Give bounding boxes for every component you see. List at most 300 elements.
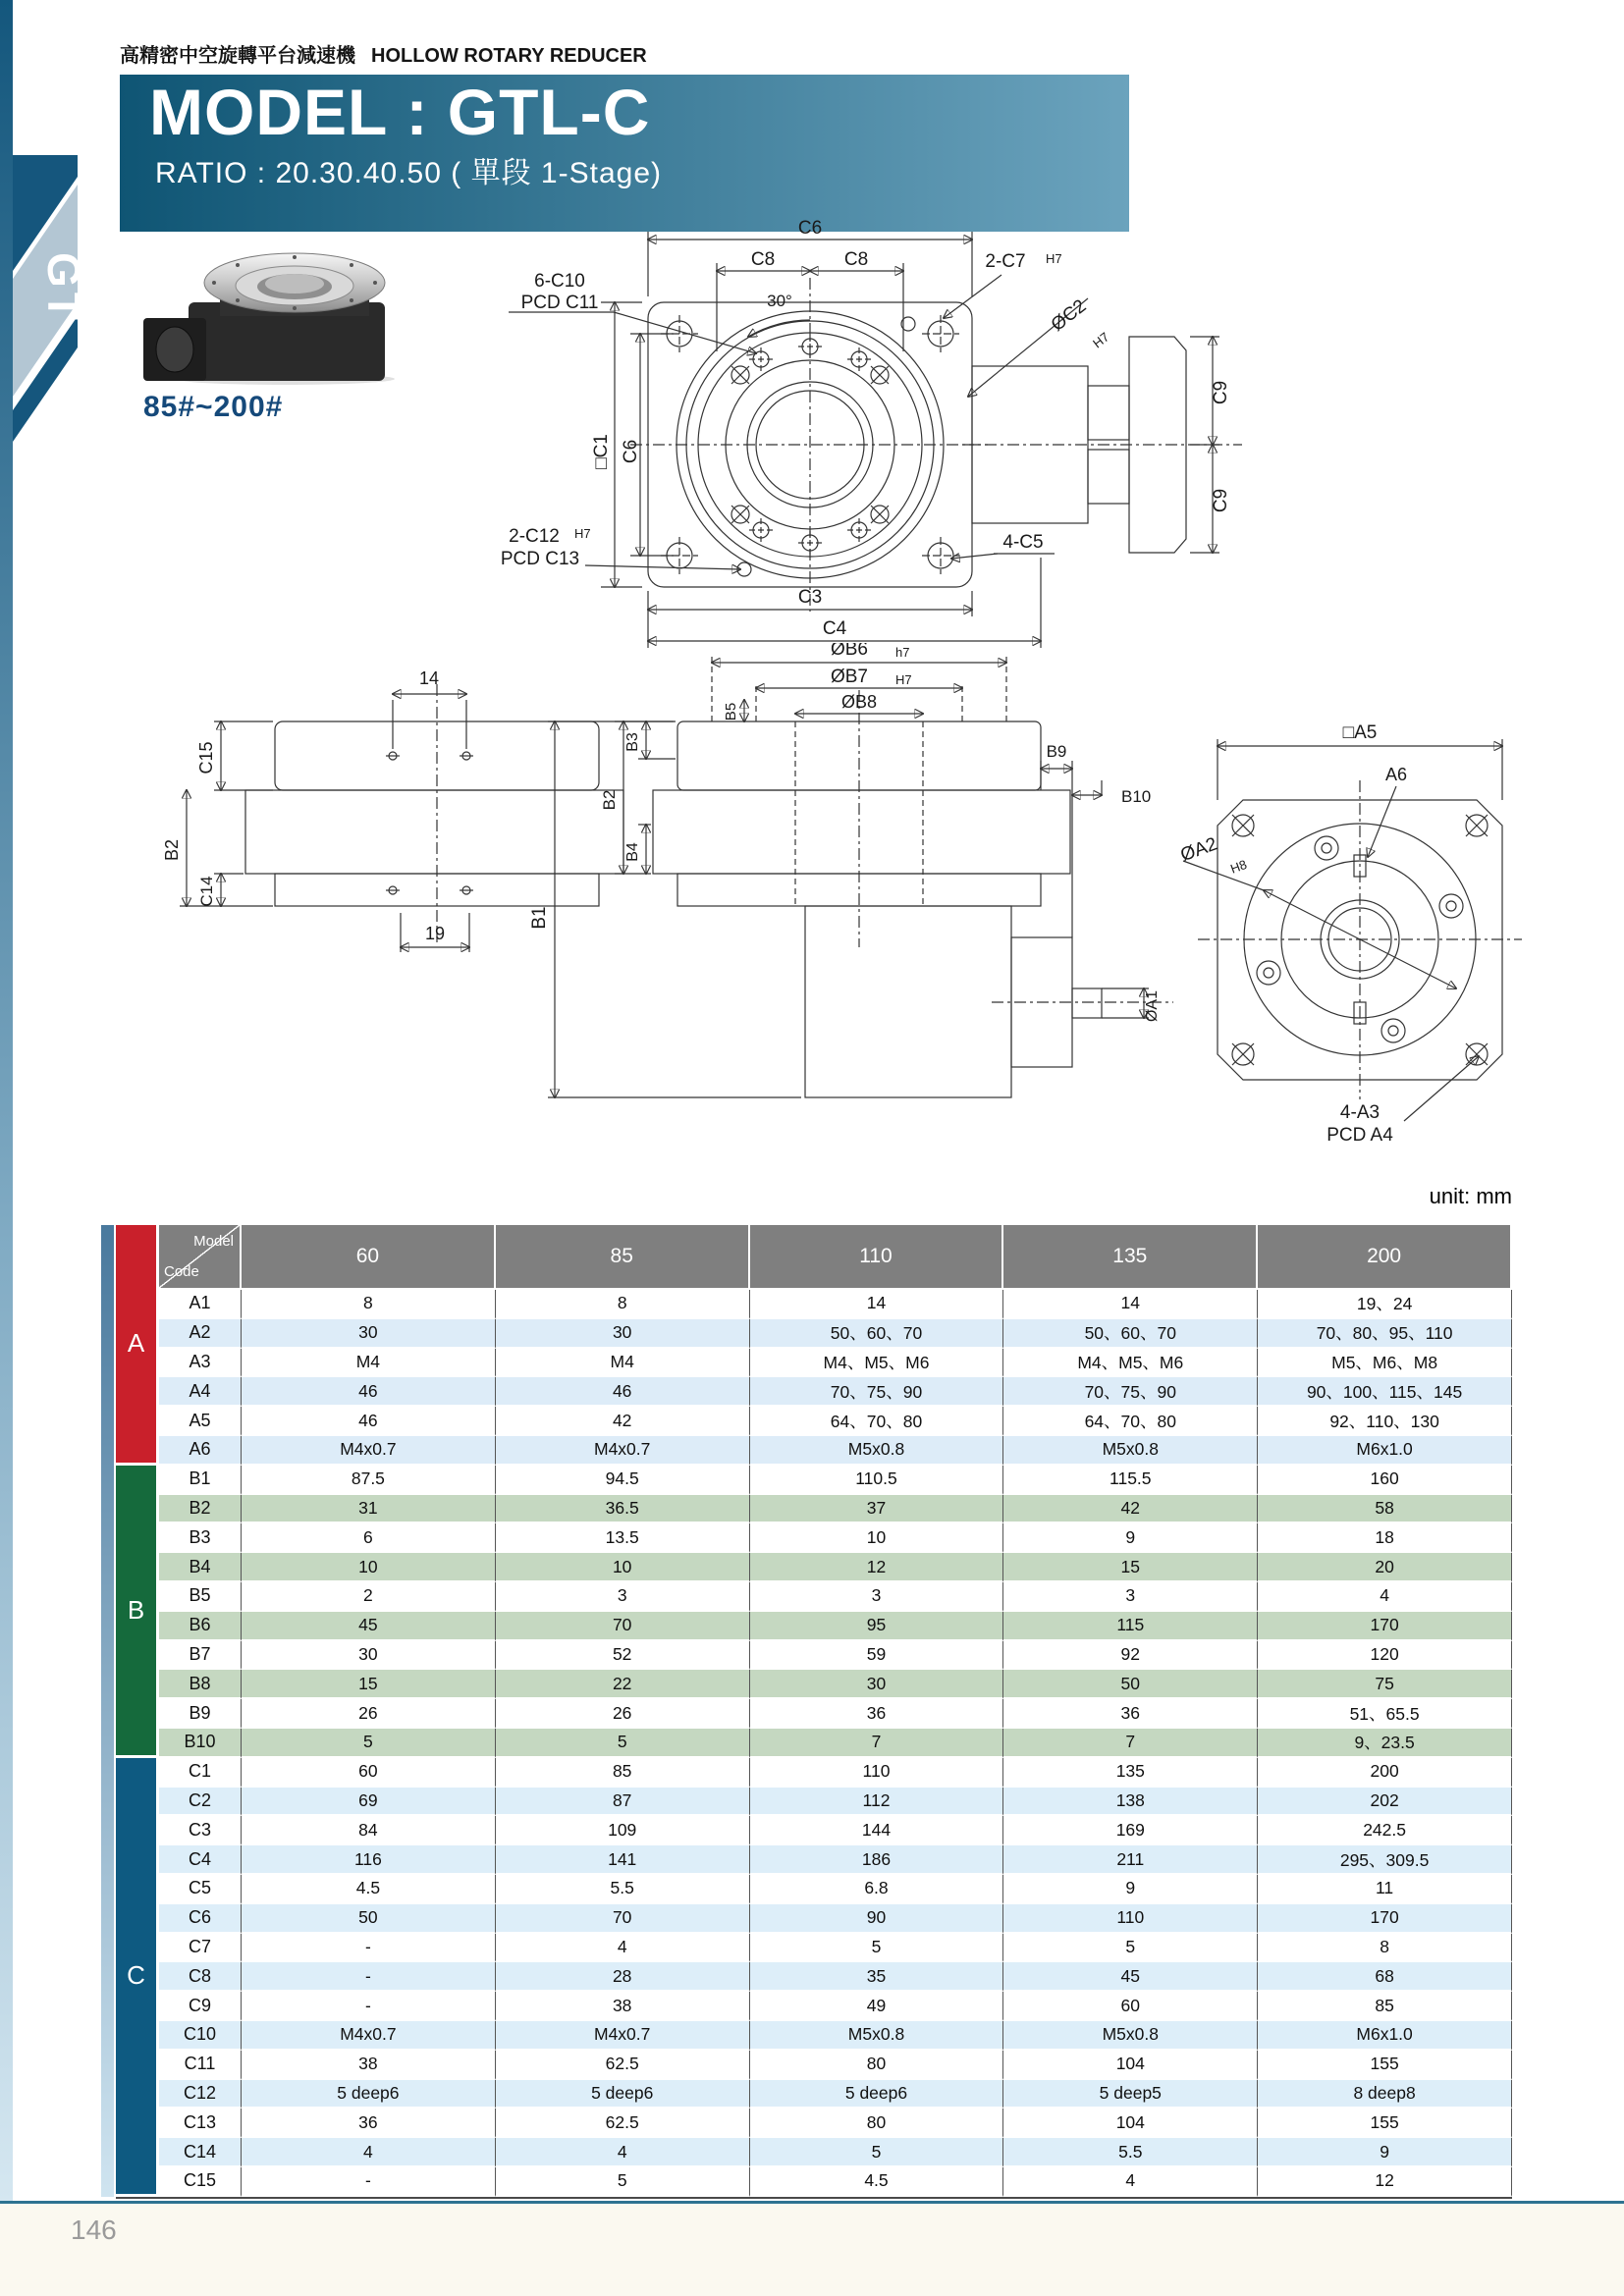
tolerance-label: H7 xyxy=(574,526,591,541)
footer-band xyxy=(0,2204,1624,2296)
cell-value: 4 xyxy=(1003,2167,1258,2197)
cell-value: M5x0.8 xyxy=(1003,2021,1258,2051)
cell-value: 5 xyxy=(1003,1934,1258,1963)
dim-label: B2 xyxy=(162,838,182,862)
table-row-c11 xyxy=(116,2051,1512,2080)
cell-value: M4、M5、M6 xyxy=(750,1349,1004,1378)
cell-value: M4x0.7 xyxy=(496,2021,750,2051)
cell-value: M5x0.8 xyxy=(750,2021,1004,2051)
cell-value: 85 xyxy=(496,1758,750,1788)
row-code: B8 xyxy=(159,1670,242,1699)
row-code: C4 xyxy=(159,1845,242,1875)
row-code: C14 xyxy=(159,2138,242,2167)
drawing-section-views xyxy=(128,643,1571,1148)
row-code: B5 xyxy=(159,1582,242,1612)
cell-value: 104 xyxy=(1003,2109,1258,2138)
dim-label: 4-C5 xyxy=(1002,532,1044,553)
cell-value: M4 xyxy=(242,1349,496,1378)
cell-value: 35 xyxy=(750,1962,1004,1992)
left-side-view-geometry xyxy=(245,684,623,942)
cell-value: 95 xyxy=(750,1612,1004,1641)
corner-code-label: Code xyxy=(164,1263,199,1280)
row-code: C12 xyxy=(159,2080,242,2109)
dim-label: C8 xyxy=(750,249,776,270)
table-row-b9 xyxy=(116,1699,1512,1729)
cell-value: 5.5 xyxy=(1003,2138,1258,2167)
left-edge-strip xyxy=(0,0,13,2201)
table-row-b1 xyxy=(116,1466,1512,1495)
cell-value: 68 xyxy=(1258,1962,1512,1992)
cell-value: 49 xyxy=(750,1992,1004,2021)
flange-bore xyxy=(156,327,193,372)
left-side-view-labels xyxy=(162,668,445,943)
cell-value: M6x1.0 xyxy=(1258,1436,1512,1466)
cell-value: M6x1.0 xyxy=(1258,2021,1512,2051)
cell-value: 104 xyxy=(1003,2051,1258,2080)
section-label-a: A xyxy=(116,1225,159,1466)
cell-value: 5 deep6 xyxy=(242,2080,496,2109)
cell-value: 92、110、130 xyxy=(1258,1407,1512,1436)
cell-value: 46 xyxy=(242,1407,496,1436)
row-code: B7 xyxy=(159,1641,242,1671)
cell-value: 62.5 xyxy=(496,2109,750,2138)
cell-value: 5 deep6 xyxy=(496,2080,750,2109)
cell-value: 202 xyxy=(1258,1788,1512,1817)
cell-value: 30 xyxy=(496,1319,750,1349)
row-code: A1 xyxy=(159,1290,242,1319)
row-code: C7 xyxy=(159,1934,242,1963)
dim-label: PCD C13 xyxy=(500,549,580,569)
cell-value: 38 xyxy=(496,1992,750,2021)
table-row-c8 xyxy=(116,1962,1512,1992)
cell-value: 3 xyxy=(1003,1582,1258,1612)
cell-value: - xyxy=(242,1992,496,2021)
cell-value: 5 xyxy=(750,1934,1004,1963)
cell-value: 112 xyxy=(750,1788,1004,1817)
front-view-geometry xyxy=(630,278,990,612)
row-code: B9 xyxy=(159,1699,242,1729)
cell-value: 42 xyxy=(1003,1495,1258,1524)
dim-label: 6-C10 xyxy=(534,271,585,292)
cell-value: 64、70、80 xyxy=(750,1407,1004,1436)
cell-value: 186 xyxy=(750,1845,1004,1875)
cell-value: 46 xyxy=(496,1377,750,1407)
table-row-a6 xyxy=(116,1436,1512,1466)
cell-value: 37 xyxy=(750,1495,1004,1524)
section-label-b: B xyxy=(116,1466,159,1758)
dim-label: B5 xyxy=(723,702,739,721)
column-header-110: 110 xyxy=(750,1225,1004,1290)
cell-value: 120 xyxy=(1258,1641,1512,1671)
cell-value: 50 xyxy=(1003,1670,1258,1699)
table-row-b3 xyxy=(116,1523,1512,1553)
cell-value: M4x0.7 xyxy=(242,1436,496,1466)
table-row-b4 xyxy=(116,1553,1512,1582)
column-header-60: 60 xyxy=(242,1225,496,1290)
cell-value: 87 xyxy=(496,1788,750,1817)
table-row-c7 xyxy=(116,1934,1512,1963)
cell-value: 70、80、95、110 xyxy=(1258,1319,1512,1349)
page-tagline xyxy=(120,39,647,68)
cell-value: 8 xyxy=(242,1290,496,1319)
dim-label: B1 xyxy=(529,906,550,930)
dim-label: C8 xyxy=(843,249,869,270)
cell-value: 7 xyxy=(750,1729,1004,1758)
cell-value: 13.5 xyxy=(496,1523,750,1553)
left-side-view-dimensions xyxy=(180,694,469,952)
cell-value: 59 xyxy=(750,1641,1004,1671)
cell-value: 9 xyxy=(1003,1523,1258,1553)
cell-value: 58 xyxy=(1258,1495,1512,1524)
dim-label: 30° xyxy=(767,292,792,310)
cell-value: 110 xyxy=(750,1758,1004,1788)
cell-value: M4x0.7 xyxy=(496,1436,750,1466)
cell-value: 80 xyxy=(750,2109,1004,2138)
cell-value: 75 xyxy=(1258,1670,1512,1699)
cell-value: 42 xyxy=(496,1407,750,1436)
cell-value: 19、24 xyxy=(1258,1290,1512,1319)
cell-value: 3 xyxy=(496,1582,750,1612)
cell-value: 170 xyxy=(1258,1612,1512,1641)
cell-value: 200 xyxy=(1258,1758,1512,1788)
dim-label: C14 xyxy=(197,876,216,907)
dim-label: B9 xyxy=(1046,742,1067,761)
cell-value: 138 xyxy=(1003,1788,1258,1817)
cell-value: 15 xyxy=(242,1670,496,1699)
cell-value: 45 xyxy=(242,1612,496,1641)
row-code: C2 xyxy=(159,1788,242,1817)
cell-value: M4x0.7 xyxy=(242,2021,496,2051)
row-code: C1 xyxy=(159,1758,242,1788)
table-row-c9 xyxy=(116,1992,1512,2021)
cell-value: 8 deep8 xyxy=(1258,2080,1512,2109)
cell-value: 6.8 xyxy=(750,1875,1004,1904)
table-row-c5 xyxy=(116,1875,1512,1904)
cell-value: 3 xyxy=(750,1582,1004,1612)
dim-label: C9 xyxy=(1211,380,1231,405)
cell-value: 84 xyxy=(242,1816,496,1845)
dim-label: PCD C11 xyxy=(520,293,599,313)
size-range-caption: 85#~200# xyxy=(143,391,284,423)
dim-label: ØC2 xyxy=(1047,295,1091,336)
tolerance-label: H7 xyxy=(1046,251,1062,266)
cell-value: M5x0.8 xyxy=(750,1436,1004,1466)
cell-value: 30 xyxy=(242,1319,496,1349)
tolerance-label: H7 xyxy=(895,672,912,687)
cell-value: 46 xyxy=(242,1377,496,1407)
dim-label: 19 xyxy=(424,924,446,943)
cell-value: 5 xyxy=(242,1729,496,1758)
row-code: C15 xyxy=(159,2167,242,2197)
dim-label: ØA1 xyxy=(1144,989,1161,1023)
cell-value: 6 xyxy=(242,1523,496,1553)
dim-label: B10 xyxy=(1121,787,1152,806)
row-code: B3 xyxy=(159,1523,242,1553)
cell-value: 62.5 xyxy=(496,2051,750,2080)
cell-value: 60 xyxy=(242,1758,496,1788)
cell-value: 90 xyxy=(750,1904,1004,1934)
cell-value: 30 xyxy=(242,1641,496,1671)
cell-value: 5 xyxy=(496,1729,750,1758)
cell-value: 110 xyxy=(1003,1904,1258,1934)
table-row-a2 xyxy=(116,1319,1512,1349)
cell-value: - xyxy=(242,1934,496,1963)
tagline-english: HOLLOW ROTARY REDUCER xyxy=(371,45,647,67)
row-code: C8 xyxy=(159,1962,242,1992)
cell-value: 92 xyxy=(1003,1641,1258,1671)
cell-value: 36 xyxy=(242,2109,496,2138)
row-code: C5 xyxy=(159,1875,242,1904)
cell-value: 5.5 xyxy=(496,1875,750,1904)
dim-label: C6 xyxy=(621,439,641,464)
table-row-c10 xyxy=(116,2021,1512,2051)
dim-label: C15 xyxy=(196,741,216,774)
cell-value: 8 xyxy=(496,1290,750,1319)
column-header-85: 85 xyxy=(496,1225,750,1290)
cell-value: 64、70、80 xyxy=(1003,1407,1258,1436)
row-code: A5 xyxy=(159,1407,242,1436)
unit-label: unit: mm xyxy=(1429,1184,1512,1208)
cell-value: 90、100、115、145 xyxy=(1258,1377,1512,1407)
product-photo xyxy=(137,238,398,385)
table-row-b7 xyxy=(116,1641,1512,1671)
tolerance-label: H7 xyxy=(1090,329,1112,351)
dim-label: B4 xyxy=(624,842,641,862)
cell-value: 50、60、70 xyxy=(750,1319,1004,1349)
cell-value: 5 xyxy=(496,2167,750,2197)
column-header-135: 135 xyxy=(1003,1225,1258,1290)
table-row-b5 xyxy=(116,1582,1512,1612)
cell-value: 115.5 xyxy=(1003,1466,1258,1495)
cell-value: 14 xyxy=(750,1290,1004,1319)
output-flange-dimensions xyxy=(1183,739,1502,1121)
cell-value: 9 xyxy=(1003,1875,1258,1904)
cell-value: 45 xyxy=(1003,1962,1258,1992)
cell-value: 110.5 xyxy=(750,1466,1004,1495)
cell-value: 12 xyxy=(1258,2167,1512,2197)
dim-label: 2-C12 xyxy=(509,526,560,547)
cell-value: 9、23.5 xyxy=(1258,1729,1512,1758)
cell-value: 4 xyxy=(496,1934,750,1963)
dim-label: B2 xyxy=(600,789,619,811)
cell-value: 155 xyxy=(1258,2051,1512,2080)
cell-value: 36 xyxy=(1003,1699,1258,1729)
cell-value: 12 xyxy=(750,1553,1004,1582)
drawing-front-view xyxy=(412,204,1551,666)
cell-value: 31 xyxy=(242,1495,496,1524)
table-row-c13 xyxy=(116,2109,1512,2138)
row-code: A3 xyxy=(159,1349,242,1378)
cell-value: 7 xyxy=(1003,1729,1258,1758)
cell-value: 36.5 xyxy=(496,1495,750,1524)
row-code: C11 xyxy=(159,2051,242,2080)
page-number: 146 xyxy=(71,2215,117,2245)
cell-value: 38 xyxy=(242,2051,496,2080)
cell-value: 116 xyxy=(242,1845,496,1875)
cell-value: 10 xyxy=(496,1553,750,1582)
table-row-b10 xyxy=(116,1729,1512,1758)
row-code: C9 xyxy=(159,1992,242,2021)
column-header-200: 200 xyxy=(1258,1225,1512,1290)
cell-value: 211 xyxy=(1003,1845,1258,1875)
cell-value: 4.5 xyxy=(242,1875,496,1904)
row-code: C13 xyxy=(159,2109,242,2138)
cell-value: 18 xyxy=(1258,1523,1512,1553)
cell-value: - xyxy=(242,1962,496,1992)
cell-value: 70、75、90 xyxy=(750,1377,1004,1407)
cell-value: 141 xyxy=(496,1845,750,1875)
cell-value: 10 xyxy=(750,1523,1004,1553)
dim-label: ØA2 xyxy=(1177,833,1220,867)
dim-label: ØB6 xyxy=(830,643,869,660)
cell-value: 135 xyxy=(1003,1758,1258,1788)
hollow-bore-inner xyxy=(265,274,324,294)
row-code: B1 xyxy=(159,1466,242,1495)
table-row-c12 xyxy=(116,2080,1512,2109)
cell-value: 144 xyxy=(750,1816,1004,1845)
table-row-a4 xyxy=(116,1377,1512,1407)
tolerance-label: H8 xyxy=(1228,856,1249,877)
dim-label: C6 xyxy=(797,218,823,239)
cell-value: 70 xyxy=(496,1904,750,1934)
dim-label: C3 xyxy=(797,587,823,608)
table-row-c14 xyxy=(116,2138,1512,2167)
cell-value: 20 xyxy=(1258,1553,1512,1582)
table-row-c1 xyxy=(116,1758,1512,1788)
cell-value: 9 xyxy=(1258,2138,1512,2167)
cell-value: 50、60、70 xyxy=(1003,1319,1258,1349)
dim-label: B3 xyxy=(624,732,641,752)
cell-value: 94.5 xyxy=(496,1466,750,1495)
series-tab xyxy=(13,155,91,450)
dim-label: 2-C7 xyxy=(985,251,1026,272)
row-code: B6 xyxy=(159,1612,242,1641)
cell-value: 4 xyxy=(242,2138,496,2167)
dim-label: □C1 xyxy=(591,434,612,469)
corner-model-label: Model xyxy=(193,1233,234,1250)
dim-label: 14 xyxy=(418,668,440,688)
cell-value: 87.5 xyxy=(242,1466,496,1495)
table-row-c4 xyxy=(116,1845,1512,1875)
cell-value: 26 xyxy=(242,1699,496,1729)
tolerance-label: h7 xyxy=(895,645,910,660)
cell-value: 160 xyxy=(1258,1466,1512,1495)
dim-label: ØB7 xyxy=(830,667,869,687)
cell-value: 4 xyxy=(496,2138,750,2167)
cell-value: 70 xyxy=(496,1612,750,1641)
table-row-c3 xyxy=(116,1816,1512,1845)
dim-label: ØB8 xyxy=(840,692,878,712)
output-flange-labels xyxy=(1178,722,1407,1146)
cell-value: 10 xyxy=(242,1553,496,1582)
cell-value: 52 xyxy=(496,1641,750,1671)
table-row-c2 xyxy=(116,1788,1512,1817)
cell-value: M4、M5、M6 xyxy=(1003,1349,1258,1378)
dim-label: A6 xyxy=(1384,765,1408,784)
table-side-strip xyxy=(101,1225,114,2197)
cell-value: 295、309.5 xyxy=(1258,1845,1512,1875)
cell-value: 15 xyxy=(1003,1553,1258,1582)
cross-section-geometry xyxy=(653,690,1173,1097)
cell-value: 26 xyxy=(496,1699,750,1729)
table-row-a1 xyxy=(116,1290,1512,1319)
cell-value: 70、75、90 xyxy=(1003,1377,1258,1407)
dim-label: 4-A3 xyxy=(1339,1102,1380,1123)
cell-value: 155 xyxy=(1258,2109,1512,2138)
table-corner xyxy=(159,1225,242,1290)
cell-value: 5 xyxy=(750,2138,1004,2167)
row-code: A4 xyxy=(159,1377,242,1407)
ratio-subtitle: RATIO : 20.30.40.50 ( 單段 1-Stage) xyxy=(155,157,662,190)
cell-value: 5 deep6 xyxy=(750,2080,1004,2109)
tagline-chinese: 高精密中空旋轉平台減速機 xyxy=(120,45,355,67)
cell-value: 22 xyxy=(496,1670,750,1699)
table-row-a5 xyxy=(116,1407,1512,1436)
cross-section-dimensions xyxy=(548,657,1152,1097)
row-code: B10 xyxy=(159,1729,242,1758)
spec-table xyxy=(116,1225,1512,2199)
dim-label: PCD A4 xyxy=(1326,1125,1393,1146)
row-code: B2 xyxy=(159,1495,242,1524)
row-code: B4 xyxy=(159,1553,242,1582)
table-row-b8 xyxy=(116,1670,1512,1699)
cell-value: 14 xyxy=(1003,1290,1258,1319)
model-title: MODEL : GTL-C xyxy=(149,76,651,148)
table-row-b6 xyxy=(116,1612,1512,1641)
row-code: A6 xyxy=(159,1436,242,1466)
table-row-c6 xyxy=(116,1904,1512,1934)
row-code: C10 xyxy=(159,2021,242,2051)
cell-value: 51、65.5 xyxy=(1258,1699,1512,1729)
cell-value: 85 xyxy=(1258,1992,1512,2021)
cell-value: 28 xyxy=(496,1962,750,1992)
cell-value: 2 xyxy=(242,1582,496,1612)
table-row-c15 xyxy=(116,2167,1512,2197)
cell-value: 30 xyxy=(750,1670,1004,1699)
table-row-b2 xyxy=(116,1495,1512,1524)
section-label-c: C xyxy=(116,1758,159,2197)
cell-value: 80 xyxy=(750,2051,1004,2080)
cell-value: 36 xyxy=(750,1699,1004,1729)
cell-value: 169 xyxy=(1003,1816,1258,1845)
series-tab-label: GT xyxy=(38,252,89,325)
cell-value: - xyxy=(242,2167,496,2197)
cell-value: M5x0.8 xyxy=(1003,1436,1258,1466)
front-view-labels xyxy=(501,218,1231,639)
cell-value: 170 xyxy=(1258,1904,1512,1934)
cell-value: 11 xyxy=(1258,1875,1512,1904)
dim-label: C4 xyxy=(822,618,847,639)
row-code: C6 xyxy=(159,1904,242,1934)
cell-value: 109 xyxy=(496,1816,750,1845)
cell-value: 8 xyxy=(1258,1934,1512,1963)
cell-value: 115 xyxy=(1003,1612,1258,1641)
cell-value: 5 deep5 xyxy=(1003,2080,1258,2109)
cell-value: 60 xyxy=(1003,1992,1258,2021)
cell-value: 242.5 xyxy=(1258,1816,1512,1845)
row-code: C3 xyxy=(159,1816,242,1845)
cell-value: 50 xyxy=(242,1904,496,1934)
cell-value: 4.5 xyxy=(750,2167,1004,2197)
dim-label: □A5 xyxy=(1342,722,1378,743)
cell-value: M4 xyxy=(496,1349,750,1378)
cell-value: M5、M6、M8 xyxy=(1258,1349,1512,1378)
dim-label: C9 xyxy=(1211,488,1231,513)
cell-value: 4 xyxy=(1258,1582,1512,1612)
row-code: A2 xyxy=(159,1319,242,1349)
table-row-a3 xyxy=(116,1349,1512,1378)
cell-value: 69 xyxy=(242,1788,496,1817)
